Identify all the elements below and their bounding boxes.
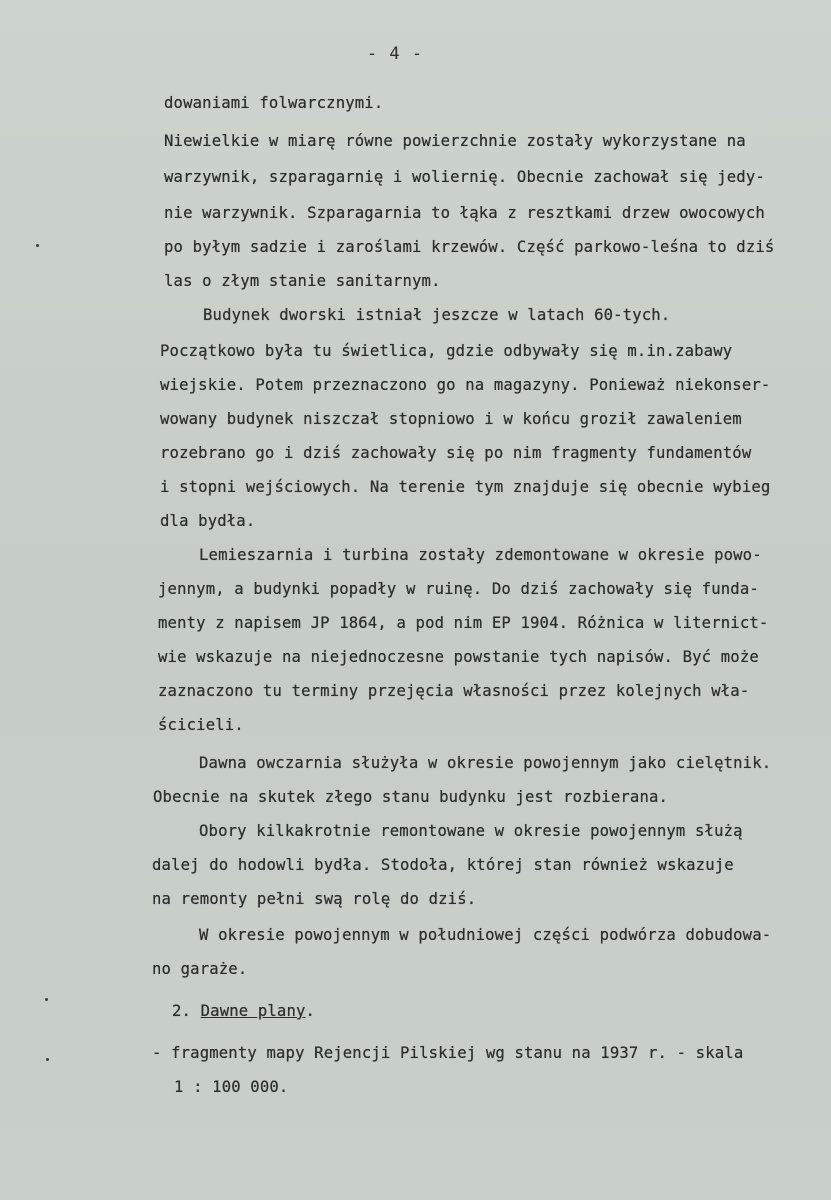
text-line: no garaże. [152,960,248,978]
text-line: jennym, a budynki popadły w ruinę. Do dziś zachowały się funda- [158,580,759,598]
text-line: nie warzywnik. Szparagarnia to łąka z resztkami drzew owocowych [164,204,765,222]
text-line: Dawna owczarnia służyła w okresie powojennym jako cielętnik. [199,754,772,772]
bullet-line: - fragmenty mapy Rejencji Pilskiej wg stanu na 1937 r. - skala [152,1044,744,1062]
text-line: las o złym stanie sanitarnym. [164,272,441,290]
text-line: ścicieli. [158,716,244,734]
text-line: wiejskie. Potem przeznaczono go na magazyny. Ponieważ niekonser- [160,376,771,394]
bullet-line: 1 : 100 000. [174,1078,289,1096]
text-line: warzywnik, szparagarnię i woliernię. Obecnie zachował się jedy- [164,168,765,186]
text-line: Obory kilkakrotnie remontowane w okresie powojennym służą [199,822,743,840]
text-line: rozebrano go i dziś zachowały się po nim fragmenty fundamentów [160,444,752,462]
stray-mark [46,1058,49,1061]
section-title: Dawne plany [200,1002,306,1020]
text-line: Początkowo była tu świetlica, gdzie odbywały się m.in.zabawy [160,342,733,360]
section-number: 2. [172,1002,192,1020]
text-line: po byłym sadzie i zaroślami krzewów. Część parkowo-leśna to dziś [164,238,775,256]
text-line: Lemieszarnia i turbina zostały zdemontowane w okresie powo- [199,546,762,564]
text-line: dalej do hodowli bydła. Stodoła, której stan również wskazuje [152,856,734,874]
section-heading [172,1002,315,1020]
section-period: . [305,1002,316,1020]
text-line: zaznaczono tu terminy przejęcia własności przez kolejnych wła- [158,682,750,700]
stray-mark [45,998,48,1001]
text-line: W okresie powojennym w południowej części podwórza dobudowa- [199,926,772,944]
text-line: wie wskazuje na niejednoczesne powstanie tych napisów. Być może [158,648,759,666]
text-line: menty z napisem JP 1864, a pod nim EP 1904. Różnica w liternict- [158,614,769,632]
text-line: Niewielkie w miarę równe powierzchnie zostały wykorzystane na [164,132,746,150]
text-line: dla bydła. [160,512,256,530]
stray-mark [36,244,39,247]
text-line: wowany budynek niszczał stopniowo i w końcu groził zawaleniem [160,410,742,428]
page-number: - 4 - [366,44,424,64]
text-line: i stopni wejściowych. Na terenie tym znajduje się obecnie wybieg [160,478,771,496]
text-line: na remonty pełni swą rolę do dziś. [152,890,477,908]
text-line: Obecnie na skutek złego stanu budynku jest rozbierana. [153,788,669,806]
text-line: dowaniami folwarcznymi. [164,94,384,112]
text-line: Budynek dworski istniał jeszcze w latach 60-tych. [203,306,671,324]
